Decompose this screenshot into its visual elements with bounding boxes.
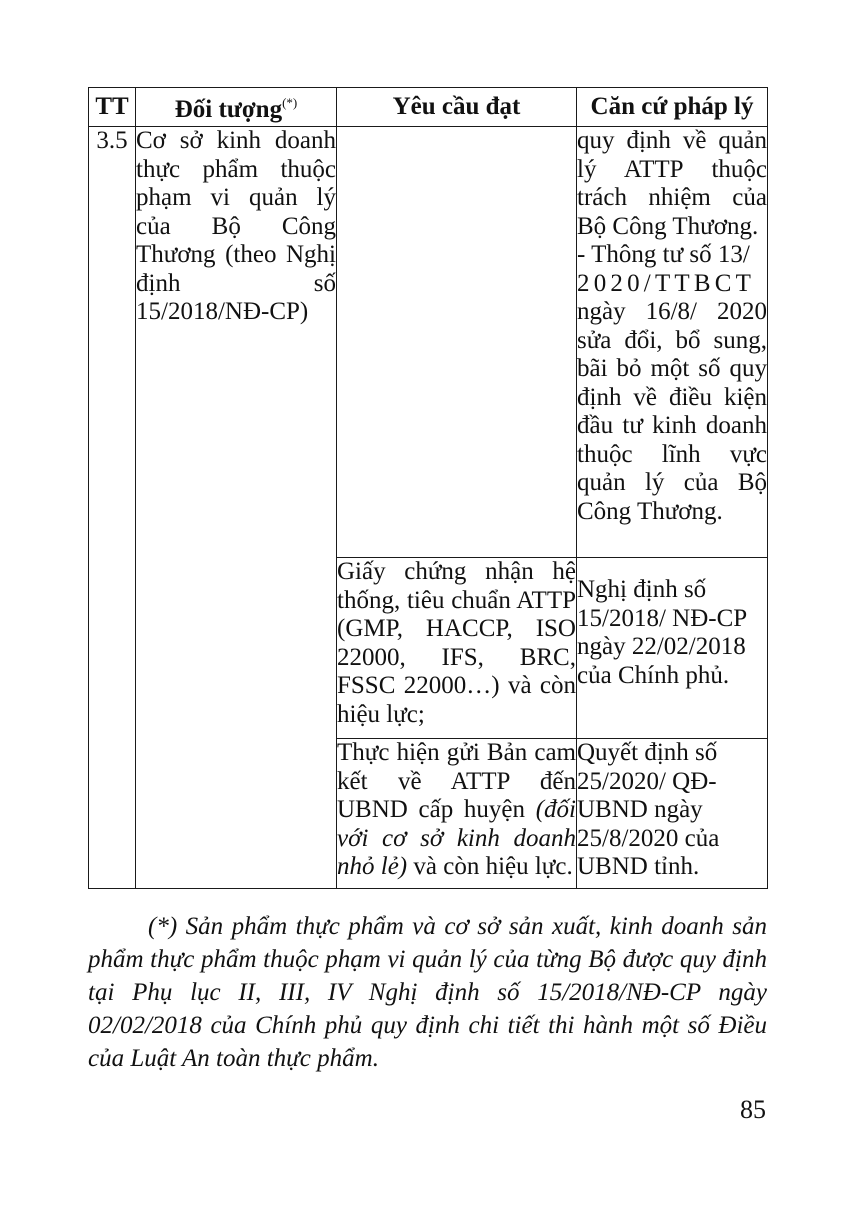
object-cell: Cơ sở kinh doanh thực phẩm thuộc phạm vi quản lý của Bộ Công Thương (theo Nghị định số 15/2018/NĐ-CP) [136,127,337,889]
row-number: 3.5 [89,127,136,889]
footnote-marker: (*) [282,95,298,111]
requirement-cell-empty [337,127,577,558]
footnote: (*) Sản phẩm thực phẩm và cơ sở sản xuất, kinh doanh sản phẩm thực phẩm thuộc phạm vi quản lý của từng Bộ được quy định tại Phụ lục II, III, IV Nghị định số 15/2018/NĐ-CP ngày 02/02/2018 của Chính phủ quy định chi tiết thi hành một số Điều của Luật An toàn thực phẩm. [88,913,767,1072]
legal-basis-cell [577,127,768,558]
table-row [89,127,768,558]
table-header-row [89,88,768,127]
header-legal-basis: Căn cứ pháp lý [577,88,768,127]
legal-basis-text: ngày 16/8/ 2020 sửa đổi, bổ sung, bãi bỏ một số quy định về điều kiện đầu tư kinh doanh thuộc lĩnh vực quản lý của Bộ Công Thương. [577,298,767,525]
header-requirement: Yêu cầu đạt [337,88,577,127]
legal-basis-text: quy định về quản lý ATTP thuộc trách nhiệm của Bộ Công Thương. [577,127,767,240]
requirement-text: Thực hiện gửi Bản cam kết về ATTP đến UBND cấp huyện [337,739,576,823]
requirement-text: và còn hiệu lực. [407,853,573,880]
legal-basis-text: 2020/TTBCT [577,269,756,297]
legal-basis-cell: Quyết định số 25/2020/ QĐ-UBND ngày 25/8/2020 của UBND tỉnh. [577,739,768,889]
header-tt: TT [89,88,136,127]
legal-basis-text: - Thông tư số 13/ [577,241,750,268]
header-object: Đối tượng(*) [136,88,337,127]
requirement-cell [337,739,577,889]
legal-basis-cell: Nghị định số 15/2018/ NĐ-CP ngày 22/02/2018 của Chính phủ. [577,558,768,739]
requirement-italic-note: (đối với cơ sở kinh doanh nhỏ lẻ) [337,796,576,880]
page-number: 85 [740,1095,766,1124]
requirement-cell: Giấy chứng nhận hệ thống, tiêu chuẩn ATTP (GMP, HACCP, ISO 22000, IFS, BRC, FSSC 22000…) và còn hiệu lực; [337,558,577,739]
legal-requirements-table [88,87,768,889]
